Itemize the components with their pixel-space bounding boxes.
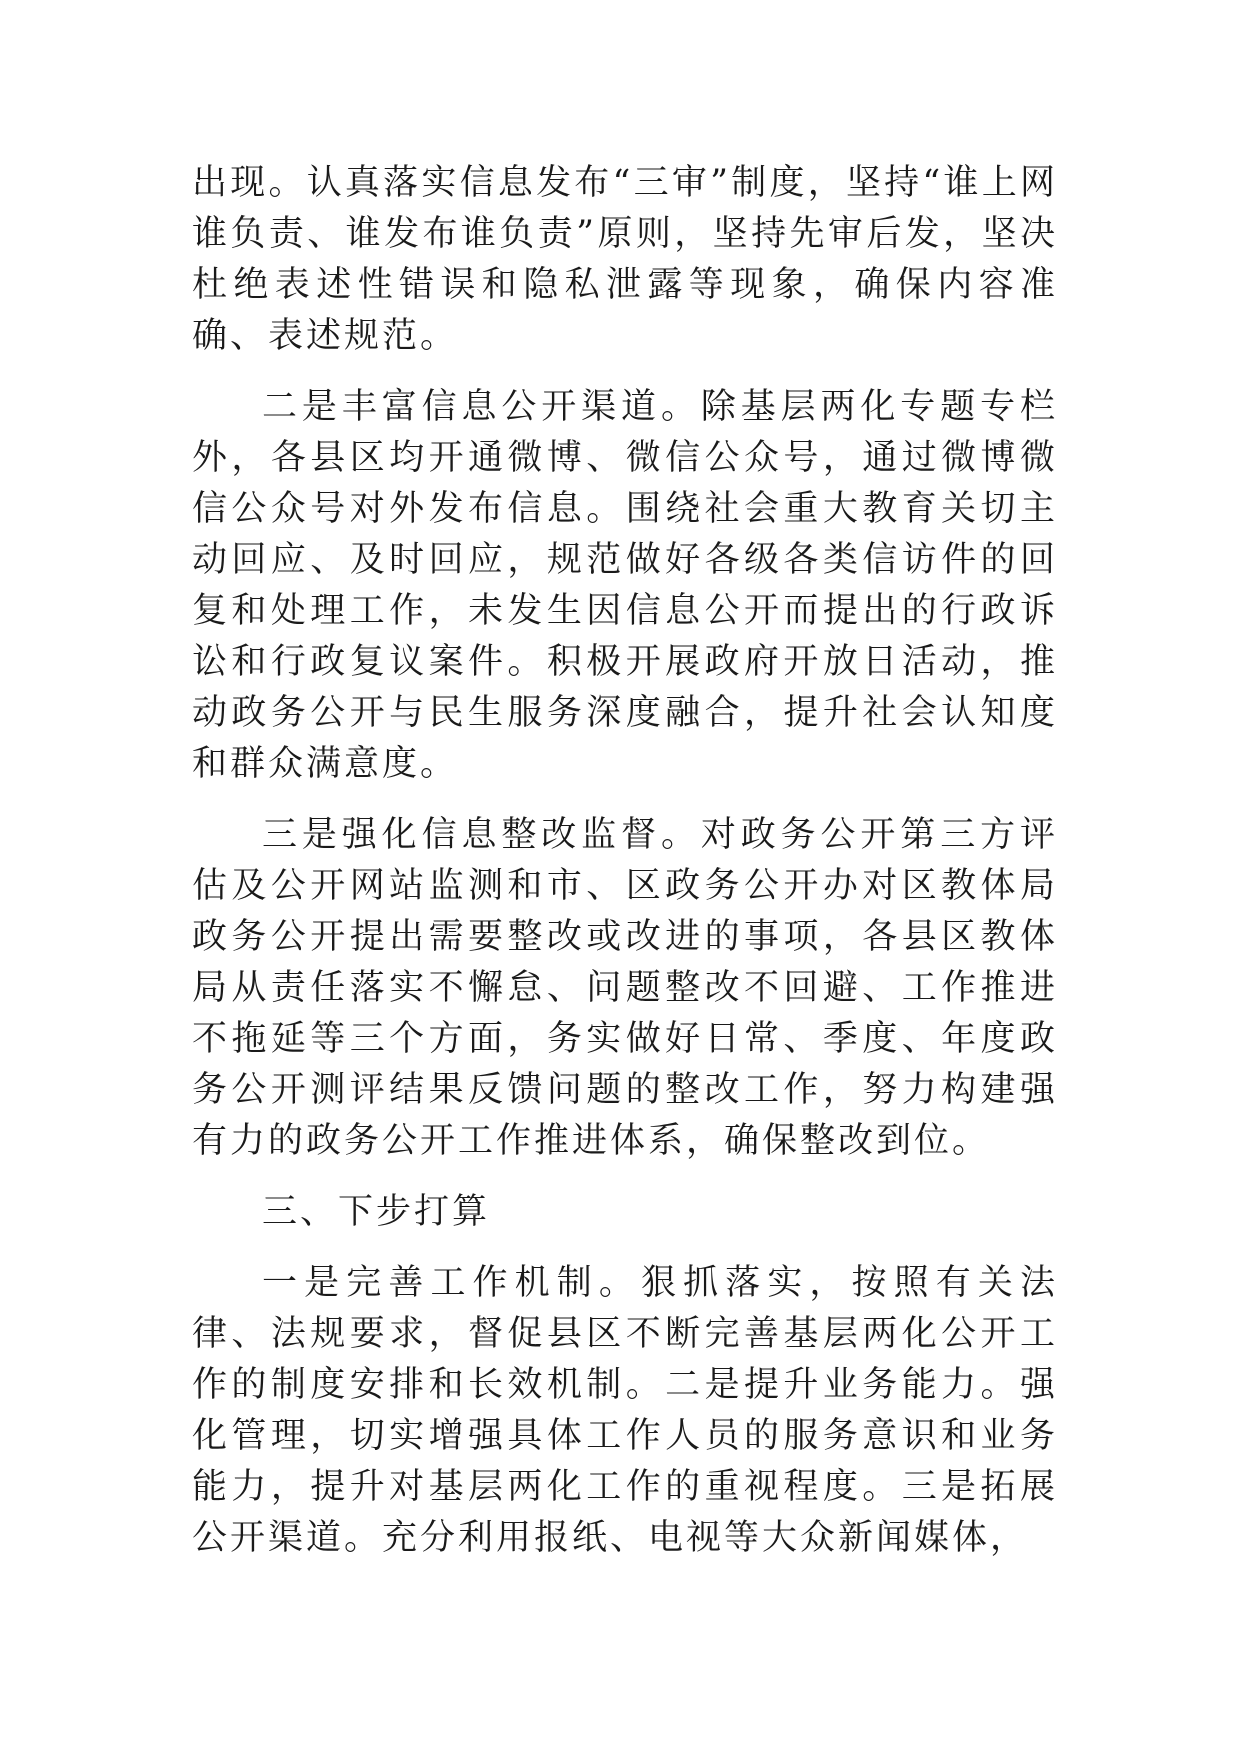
paragraph-enrich-channels: 二是丰富信息公开渠道。除基层两化专题专栏外，各县区均开通微博、微信公众号，通过微博微信公众号对外发布信息。围绕社会重大教育关切主动回应、及时回应，规范做好各级各类信访件的回复和处理工作，未发生因信息公开而提出的行政诉讼和行政复议案件。积极开展政府开放日活动，推动政务公开与民生服务深度融合，提升社会认知度和群众满意度。 bbox=[192, 387, 1058, 784]
document-body bbox=[192, 158, 1058, 1584]
paragraph-rectification-supervision: 三是强化信息整改监督。对政务公开第三方评估及公开网站监测和市、区政务公开办对区教体局政务公开提出需要整改或改进的事项，各县区教体局从责任落实不懈怠、问题整改不回避、工作推进不拖延等三个方面，务实做好日常、季度、年度政务公开测评结果反馈问题的整改工作，努力构建强有力的政务公开工作推进体系，确保整改到位。 bbox=[192, 815, 1058, 1161]
section-heading-next-steps: 三、下步打算 bbox=[262, 1192, 491, 1232]
paragraph-next-steps: 一是完善工作机制。狠抓落实，按照有关法律、法规要求，督促县区不断完善基层两化公开工作的制度安排和长效机制。二是提升业务能力。强化管理，切实增强具体工作人员的服务意识和业务能力，提升对基层两化工作的重视程度。三是拓展公开渠道。充分利用报纸、电视等大众新闻媒体， bbox=[192, 1263, 1058, 1558]
paragraph-continuation: 出现。认真落实信息发布“三审”制度，坚持“谁上网谁负责、谁发布谁负责”原则，坚持先审后发，坚决杜绝表述性错误和隐私泄露等现象，确保内容准确、表述规范。 bbox=[192, 163, 1058, 356]
